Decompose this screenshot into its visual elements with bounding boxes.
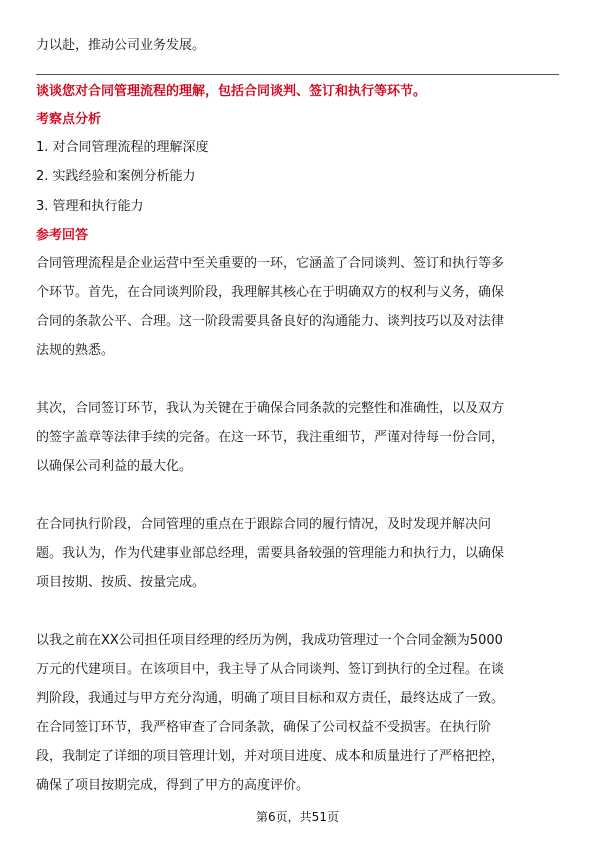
answer-line: 判阶段，我通过与甲方充分沟通，明确了项目目标和双方责任，最终达成了一致。 (36, 691, 505, 706)
answer-line: 项目按期、按质、按量完成。 (36, 575, 206, 590)
page-number: 第6页，共51页 (256, 810, 339, 824)
question-title: 谈谈您对合同管理流程的理解，包括合同谈判、签订和执行等环节。 (36, 84, 427, 99)
answer-line: 合同管理流程是企业运营中至关重要的一环，它涵盖了合同谈判、签订和执行等多 (36, 256, 505, 271)
answer-line: 合同的条款公平、合理。这一阶段需要具备良好的沟通能力、谈判技巧以及对法律 (36, 314, 505, 329)
answer-line: 个环节。首先，在合同谈判阶段，我理解其核心在于明确双方的权利与义务，确保 (36, 285, 505, 300)
answer-line: 在合同签订环节，我严格审查了合同条款，确保了公司权益不受损害。在执行阶 (36, 720, 492, 735)
divider (36, 74, 559, 75)
answer-line: 题。我认为，作为代建事业部总经理，需要具备较强的管理能力和执行力，以确保 (36, 546, 505, 561)
answer-heading: 参考回答 (36, 228, 89, 243)
answer-line: 确保了项目按期完成，得到了甲方的高度评价。 (36, 778, 310, 793)
answer-line: 其次，合同签订环节，我认为关键在于确保合同条款的完整性和准确性，以及双方 (36, 401, 505, 416)
analysis-point: 1. 对合同管理流程的理解深度 (36, 140, 209, 155)
answer-line: 的签字盖章等法律手续的完备。在这一环节，我注重细节，严谨对待每一份合同， (36, 430, 505, 445)
analysis-point: 3. 管理和执行能力 (36, 199, 144, 214)
answer-line: 段，我制定了详细的项目管理计划，并对项目进度、成本和质量进行了严格把控， (36, 749, 505, 764)
answer-line: 法规的熟悉。 (36, 343, 115, 358)
analysis-heading: 考察点分析 (36, 112, 102, 127)
analysis-point: 2. 实践经验和案例分析能力 (36, 169, 196, 184)
answer-line: 万元的代建项目。在该项目中，我主导了从合同谈判、签订到执行的全过程。在谈 (36, 662, 505, 677)
answer-line: 以我之前在XX公司担任项目经理的经历为例，我成功管理过一个合同金额为5000 (36, 633, 503, 648)
continuation-text: 力以赴，推动公司业务发展。 (36, 38, 206, 53)
answer-line: 在合同执行阶段，合同管理的重点在于跟踪合同的履行情况，及时发现并解决问 (36, 517, 492, 532)
answer-line: 以确保公司利益的最大化。 (36, 459, 193, 474)
